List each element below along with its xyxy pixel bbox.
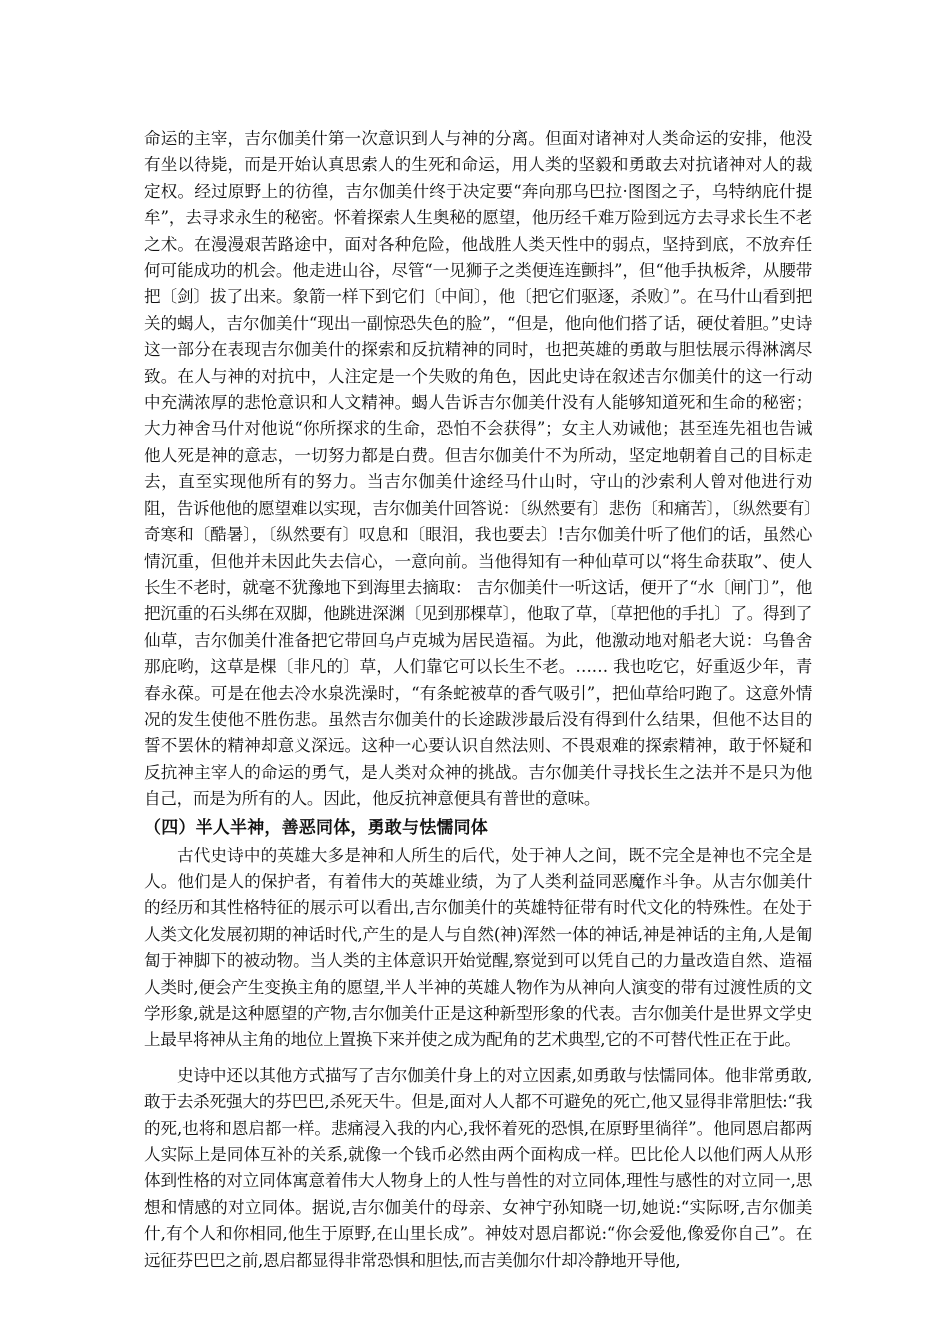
document-page: [144, 126, 812, 1274]
body-paragraph: 史诗中还以其他方式描写了吉尔伽美什身上的对立因素,如勇敢与怯懦同体。他非常勇敢,敢于去杀死强大的芬巴巴,杀死天牛。但是,面对人人都不可避免的死亡,他又显得非常胆怯:“我的死,也将和恩启都一样。悲痛浸入我的内心,我怀着死的恐惧,在原野里徜徉”。他同恩启都两人实际上是同体互补的关系,就像一个钱币必然由两个面构成一样。巴比伦人以他们两人从形体到性格的对立同体寓意着伟大人物身上的人性与兽性的对立同体,理性与感性的对立同一,思想和情感的对立同体。据说,吉尔伽美什的母亲、女神宁孙知晓一切,她说:“实际呀,吉尔伽美什,有个人和你相同,他生于原野,在山里长成”。神妓对恩启都说:“你会爱他,像爱你自己”。在远征芬巴巴之前,恩启都显得非常恐惧和胆怯,而吉美伽尔什却冷静地开导他,: [144, 1065, 812, 1270]
body-paragraph: 命运的主宰，吉尔伽美什第一次意识到人与神的分离。但面对诸神对人类命运的安排，他没有坐以待毙，而是开始认真思索人的生死和命运，用人类的坚毅和勇敢去对抗诸神对人的裁定权。经过原野上的彷徨，吉尔伽美什终于决定要“奔向那乌巴拉·图图之子，乌特纳庇什提牟”，去寻求永生的秘密。怀着探索人生奥秘的愿望，他历经千难万险到远方去寻求长生不老之术。在漫漫艰苦路途中，面对各种危险，他战胜人类天性中的弱点，坚持到底，不放弃任何可能成功的机会。他走进山谷，尽管“一见狮子之类便连连颤抖”，但“他手执板斧，从腰带把〔剑〕拔了出来。象箭一样下到它们〔中间〕，他〔把它们驱逐，杀败〕”。在马什山看到把关的蝎人，吉尔伽美什“现出一副惊恐失色的脸”，“但是，他向他们搭了话，硬仗着胆。”史诗这一部分在表现吉尔伽美什的探索和反抗精神的同时，也把英雄的勇敢与胆怯展示得淋漓尽致。在人与神的对抗中，人注定是一个失败的角色，因此史诗在叙述吉尔伽美什的这一行动中充满浓厚的悲怆意识和人文精神。蝎人告诉吉尔伽美什没有人能够知道死和生命的秘密；大力神舍马什对他说“你所探求的生命，恐怕不会获得”；女主人劝诫他；甚至连先祖也告诫他人死是神的意志，一切努力都是白费。但吉尔伽美什不为所动，坚定地朝着自己的目标走去，直至实现他所有的努力。当吉尔伽美什途经马什山时，守山的沙索利人曾对他进行劝阻，告诉他他的愿望难以实现，吉尔伽美什回答说：〔纵然要有〕悲伤〔和痛苦〕，〔纵然要有〕奇寒和〔酷暑〕，〔纵然要有〕叹息和〔眼泪，我也要去〕!吉尔伽美什听了他们的话，虽然心情沉重，但他并未因此失去信心，一意向前。当他得知有一种仙草可以“将生命获取”、使人长生不老时，就毫不犹豫地下到海里去摘取： 吉尔伽美什一听这话，便开了“水〔闸门〕”，他把沉重的石头绑在双脚，他跳进深渊〔见到那棵草〕，他取了草，〔草把他的手扎〕了。得到了仙草，吉尔伽美什准备把它带回乌卢克城为居民造福。为此，他激动地对船老大说：乌鲁舍那庇哟，这草是棵〔非凡的〕草，人们靠它可以长生不老。…… 我也吃它，好重返少年，青春永葆。可是在他去冷水泉洗澡时，“有条蛇被草的香气吸引”，把仙草给叼跑了。这意外情况的发生使他不胜伤悲。虽然吉尔伽美什的长途跋涉最后没有得到什么结果，但他不达目的誓不罢休的精神却意义深远。这种一心要认识自然法则、不畏艰难的探索精神，敢于怀疑和反抗神主宰人的命运的勇气，是人类对众神的挑战。吉尔伽美什寻找长生之法并不是只为他自己，而是为所有的人。因此，他反抗神意便具有普世的意味。: [144, 129, 812, 809]
body-paragraph: 古代史诗中的英雄大多是神和人所生的后代，处于神人之间，既不完全是神也不完全是人。他们是人的保护者，有着伟大的英雄业绩，为了人类利益同恶魔作斗争。从吉尔伽美什的经历和其性格特征的展示可以看出,吉尔伽美什的英雄特征带有时代文化的特殊性。在处于人类文化发展初期的神话时代,产生的是人与自然(神)浑然一体的神话,神是神话的主角,人是匍匐于神脚下的被动物。当人类的主体意识开始觉醒,察觉到可以凭自己的力量改造自然、造福人类时,便会产生变换主角的愿望,半人半神的英雄人物作为从神向人演变的带有过渡性质的文学形象,就是这种愿望的产物,吉尔伽美什正是这种新型形象的代表。吉尔伽美什是世界文学史上最早将神从主角的地位上置换下来并使之成为配角的艺术典型,它的不可替代性正在于此。: [144, 845, 812, 1050]
section-heading: （四）半人半神，善恶同体，勇敢与怯懦同体: [144, 817, 488, 838]
